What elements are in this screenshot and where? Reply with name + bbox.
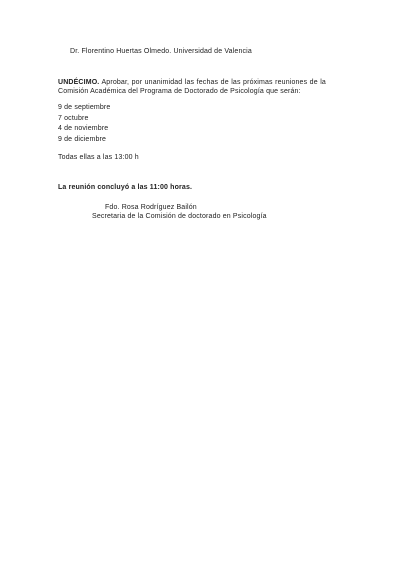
undecimo-heading: UNDÉCIMO. [58, 79, 100, 86]
undecimo-text: Aprobar, por unanimidad las fechas de las próximas reuniones de la Comisión Académica del Programa de Doctorado de Psicología que serán: [58, 79, 326, 95]
meeting-date: 7 octubre [58, 114, 89, 122]
signature-name: Fdo. Rosa Rodríguez Bailón [105, 204, 197, 211]
meeting-dates-list [58, 103, 110, 145]
meeting-date: 4 de noviembre [58, 125, 109, 132]
meeting-date: 9 de septiembre [58, 104, 111, 111]
signature-title: Secretaria de la Comisión de doctorado en Psicología [92, 213, 267, 220]
meeting-date: 9 de diciembre [58, 135, 107, 143]
time-note: Todas ellas a las 13:00 h [58, 154, 139, 161]
closing-statement: La reunión concluyó a las 11:00 horas. [58, 184, 193, 191]
attendee-line: Dr. Florentino Huertas Olmedo. Universidad de Valencia [70, 48, 252, 55]
undecimo-paragraph [58, 78, 326, 96]
